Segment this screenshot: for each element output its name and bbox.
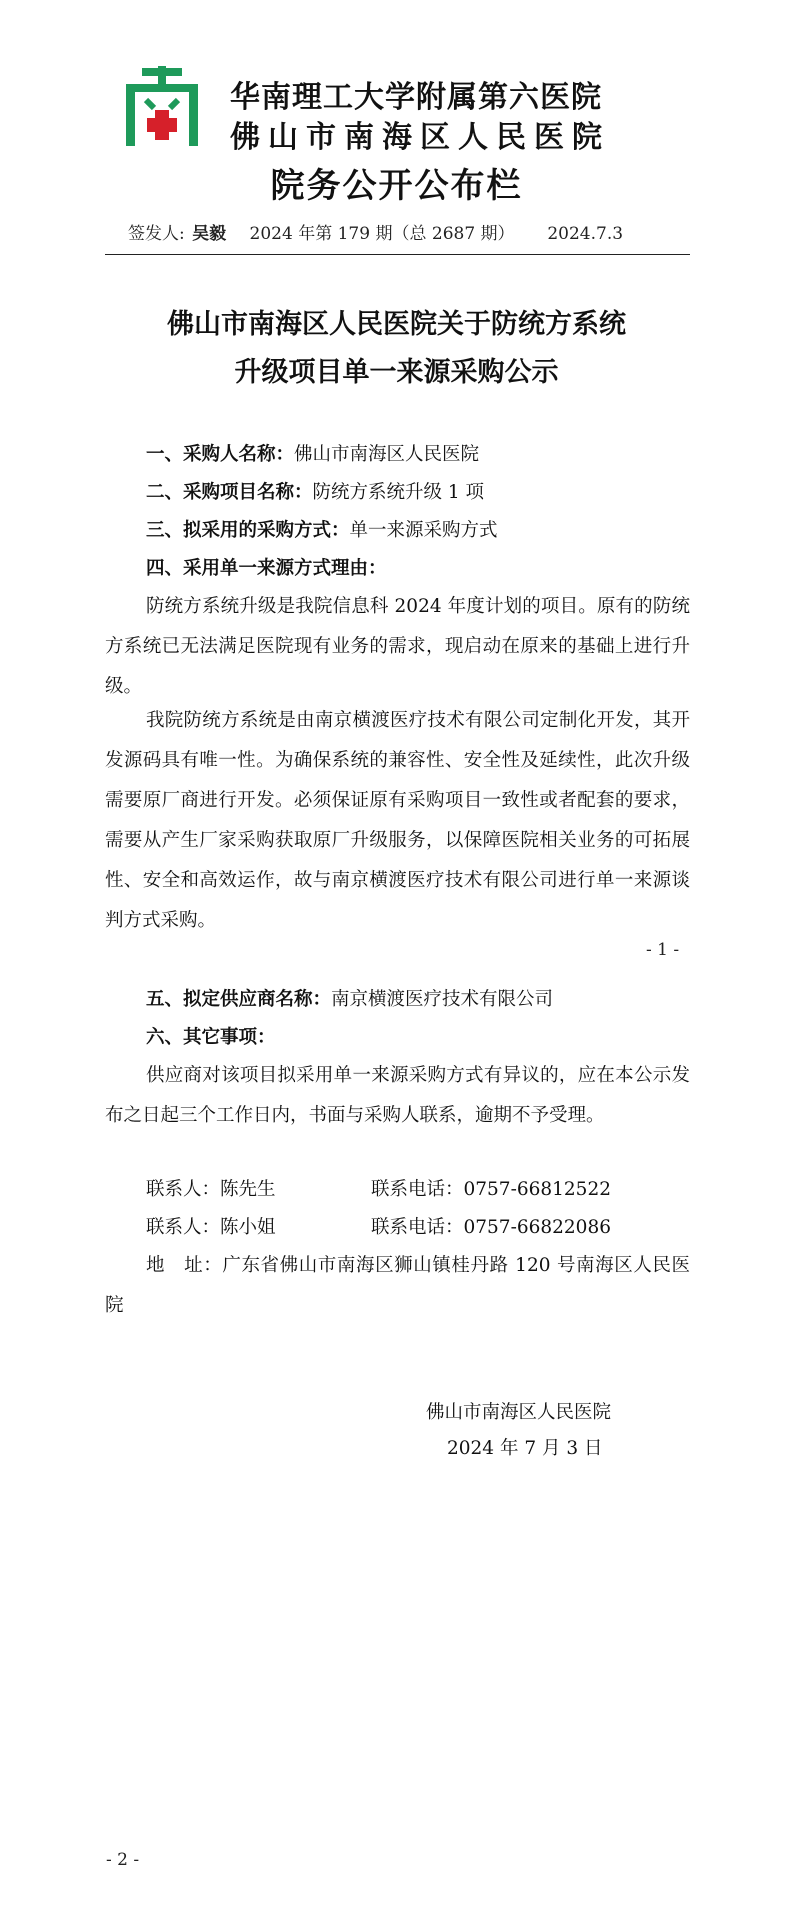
contact-person: 联系人：陈小姐: [146, 1217, 276, 1238]
item-project: [146, 473, 484, 513]
issue-date: 2024.7.3: [547, 224, 624, 244]
board-title: 院务公开公布栏: [270, 166, 523, 206]
signer-label: 签发人:: [128, 224, 185, 244]
item-supplier: [146, 980, 553, 1020]
contact-row: [146, 1170, 611, 1210]
signature-org: 佛山市南海区人民医院: [426, 1402, 612, 1423]
reason-paragraph-2: 我院防统方系统是由南京横渡医疗技术有限公司定制化开发，其开发源码具有唯一性。为确保系统的兼容性、安全性及延续性，此次升级需要原厂商进行开发。必须保证原有采购项目一致性或者配套的要求，需要从产生厂家采购获取原厂升级服务，以保障医院相关业务的可拓展性、安全和高效运作，故与南京横渡医疗技术有限公司进行单一来源谈判方式采购。: [105, 710, 690, 931]
item-label: 四、采用单一来源方式理由：: [146, 558, 387, 579]
item-value: 单一来源采购方式: [349, 520, 498, 541]
item-reason: [146, 549, 387, 589]
issue-info: [128, 219, 623, 244]
item-value: 防统方系统升级 1 项: [312, 482, 485, 503]
address: 地 址：广东省佛山市南海区狮山镇桂丹路 120 号南海区人民医院: [105, 1255, 690, 1316]
item-label: 五、拟定供应商名称：: [146, 989, 332, 1010]
contact-row: [146, 1208, 611, 1248]
document-title-line1: 佛山市南海区人民医院关于防统方系统: [167, 309, 626, 340]
document-title-line2: 升级项目单一来源采购公示: [234, 357, 559, 388]
item-label: 一、采购人名称：: [146, 444, 295, 465]
hospital-name-line2: 佛山市南海区人民医院: [230, 120, 610, 155]
hospital-name-line1: 华南理工大学附属第六医院: [230, 80, 602, 115]
page-number-2: - 2 -: [106, 1850, 140, 1870]
contact-phone: 联系电话：0757-66812522: [371, 1179, 611, 1200]
signer-name: 吴毅: [192, 224, 227, 244]
item-label: 三、拟采用的采购方式：: [146, 520, 350, 541]
issue-number: 2024 年第 179 期（总 2687 期）: [249, 224, 515, 244]
item-value: 南京横渡医疗技术有限公司: [331, 989, 554, 1010]
item-label: 六、其它事项：: [146, 1027, 276, 1048]
item-label: 二、采购项目名称：: [146, 482, 313, 503]
contact-phone: 联系电话：0757-66822086: [371, 1217, 611, 1238]
hospital-logo: [122, 66, 202, 146]
item-other: [146, 1018, 276, 1058]
item-purchaser: [146, 435, 479, 475]
reason-paragraph-1: 防统方系统升级是我院信息科 2024 年度计划的项目。原有的防统方系统已无法满足医院现有业务的需求，现启动在原来的基础上进行升级。: [105, 596, 690, 697]
item-value: 佛山市南海区人民医院: [294, 444, 480, 465]
header-divider: [105, 254, 690, 255]
page-number-1: - 1 -: [646, 940, 680, 960]
item-method: [146, 511, 498, 551]
signature-date: 2024 年 7 月 3 日: [447, 1438, 603, 1459]
contact-person: 联系人：陈先生: [146, 1179, 276, 1200]
other-paragraph: 供应商对该项目拟采用单一来源采购方式有异议的，应在本公示发布之日起三个工作日内，书面与采购人联系，逾期不予受理。: [105, 1065, 690, 1126]
